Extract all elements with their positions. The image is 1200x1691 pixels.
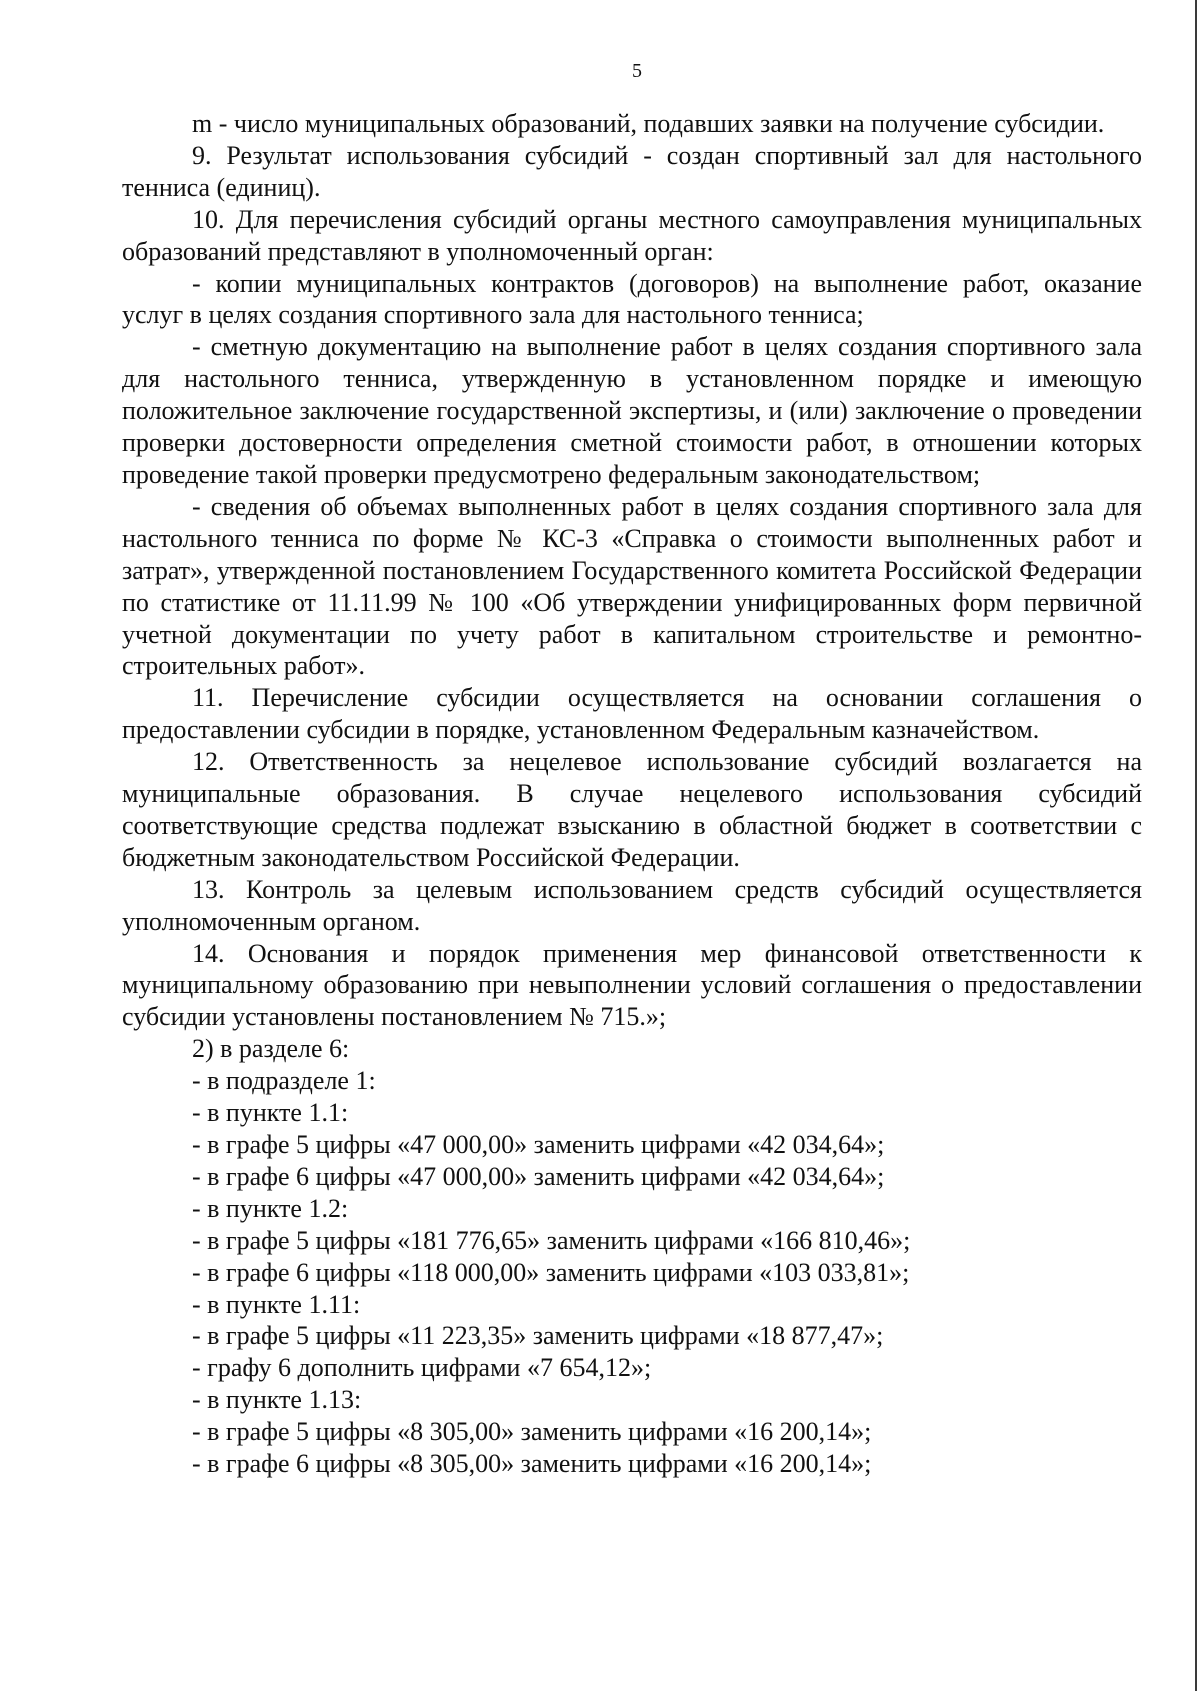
list-item: - в подразделе 1: bbox=[192, 1066, 376, 1096]
list-item: 2) в разделе 6: bbox=[192, 1034, 350, 1064]
list-item: - в пункте 1.1: bbox=[192, 1098, 349, 1128]
paragraph-11: 11. Перечисление субсидии осуществляется на основании соглашения о предоставлении субсидии в порядке, установленном Федеральным казначейством. bbox=[122, 683, 1142, 745]
document-body bbox=[122, 108, 1142, 1480]
list-item: - в графе 5 цифры «8 305,00» заменить цифрами «16 200,14»; bbox=[192, 1417, 872, 1447]
list-item: - в графе 6 цифры «47 000,00» заменить цифрами «42 034,64»; bbox=[192, 1161, 885, 1191]
list-item: - в пункте 1.13: bbox=[192, 1385, 362, 1415]
paragraph-14: 14. Основания и порядок применения мер финансовой ответственности к муниципальному образованию при невыполнении условий соглашения о предоставлении субсидии установлены постановлением № 715.»; bbox=[122, 938, 1142, 1032]
scan-edge-line bbox=[1195, 0, 1197, 1691]
paragraph-13: 13. Контроль за целевым использованием средств субсидий осуществляется уполномоченным органом. bbox=[122, 874, 1142, 936]
paragraph-10-ks3: - сведения об объемах выполненных работ в целях создания спортивного зала для настольного тенниса по форме № КС-3 «Справка о стоимости выполненных работ и затрат», утвержденной постановлением Государственного комитета Российской Федерации по статистике от 11.11.99 № 100 «Об утверждении унифицированных форм первичной учетной документации по учету работ в капитальном строительстве и ремонтно-строительных работ». bbox=[122, 491, 1142, 681]
paragraph-10-contracts: - копии муниципальных контрактов (договоров) на выполнение работ, оказание услуг в целях создания спортивного зала для настольного тенниса; bbox=[122, 268, 1142, 330]
paragraph-10: 10. Для перечисления субсидий органы местного самоуправления муниципальных образований представляют в уполномоченный орган: bbox=[122, 204, 1142, 266]
paragraph-10-estimates: - сметную документацию на выполнение работ в целях создания спортивного зала для настольного тенниса, утвержденную в установленном порядке и имеющую положительное заключение государственной экспертизы, и (или) заключение о проведении проверки достоверности определения сметной стоимости работ, в отношении которых проведение такой проверки предусмотрено федеральным законодательством; bbox=[122, 332, 1142, 489]
list-item: - в графе 5 цифры «11 223,35» заменить цифрами «18 877,47»; bbox=[192, 1321, 884, 1351]
list-item: - в графе 5 цифры «47 000,00» заменить цифрами «42 034,64»; bbox=[192, 1130, 885, 1159]
paragraph-12: 12. Ответственность за нецелевое использование субсидий возлагается на муниципальные образования. В случае нецелевого использования субсидий соответствующие средства подлежат взысканию в областной бюджет в соответствии с бюджетным законодательством Российской Федерации. bbox=[122, 747, 1142, 872]
list-item: - в графе 5 цифры «181 776,65» заменить цифрами «166 810,46»; bbox=[192, 1225, 911, 1255]
list-item: - в пункте 1.2: bbox=[192, 1193, 349, 1223]
paragraph-9: 9. Результат использования субсидий - создан спортивный зал для настольного тенниса (единиц). bbox=[122, 140, 1142, 202]
list-item: - в графе 6 цифры «118 000,00» заменить цифрами «103 033,81»; bbox=[192, 1257, 910, 1287]
list-item: - в графе 6 цифры «8 305,00» заменить цифрами «16 200,14»; bbox=[192, 1449, 872, 1479]
page-number: 5 bbox=[632, 60, 642, 82]
list-item: - графу 6 дополнить цифрами «7 654,12»; bbox=[192, 1353, 652, 1383]
paragraph-m-definition: m - число муниципальных образований, подавших заявки на получение субсидии. bbox=[192, 109, 1105, 138]
list-item: - в пункте 1.11: bbox=[192, 1289, 361, 1319]
